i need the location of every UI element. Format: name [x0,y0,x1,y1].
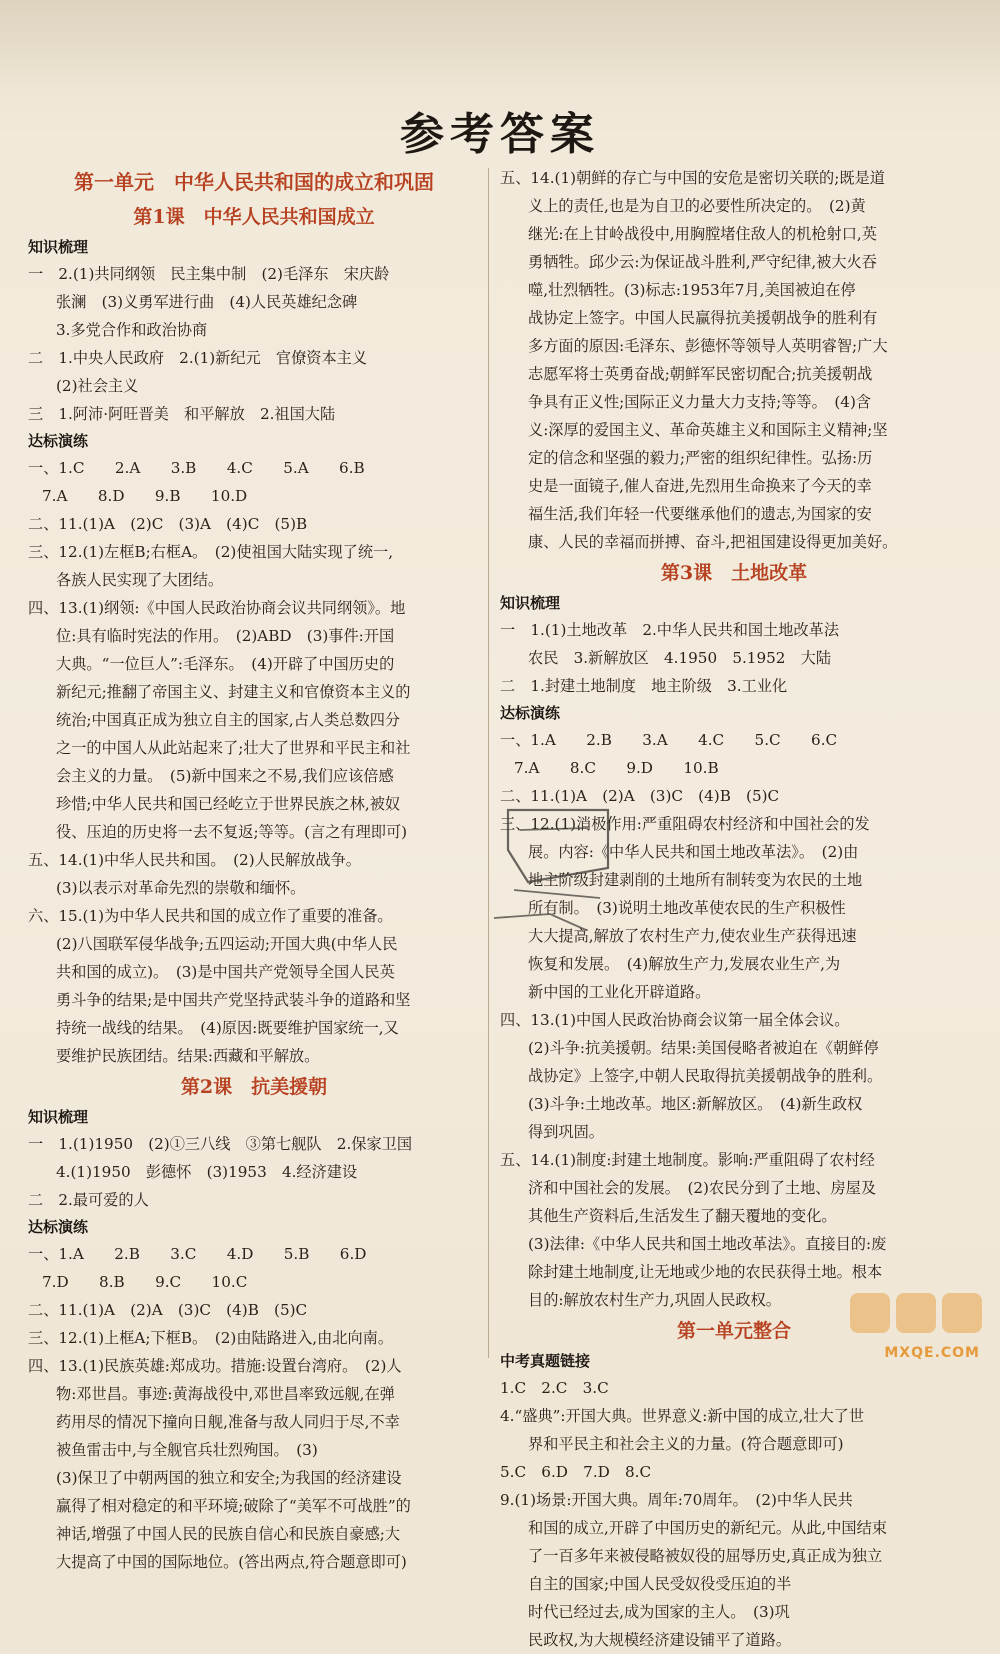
answer-line: 药用尽的情况下撞向日舰,准备与敌人同归于尽,不幸 [56,1413,400,1431]
lesson-2-practice-heading: 达标演练 [28,1218,89,1236]
answer-line: (2)八国联军侵华战争;五四运动;开国大典(中华人民 [56,935,398,953]
answer-line: 4.(1)1950 彭德怀 (3)1953 4.经济建设 [56,1163,358,1181]
answer-line: 一、1.A 2.B 3.A 4.C 5.C 6.C [500,731,838,749]
answer-line: 7.D 8.B 9.C 10.C [42,1273,248,1291]
answer-line: 赢得了相对稳定的和平环境;破除了“美军不可战胜”的 [56,1497,411,1515]
column-divider [488,168,489,1358]
lesson-1-knowledge-heading: 知识梳理 [28,238,89,256]
lesson-1-practice-lines [28,454,480,1070]
answer-line: 三 1.阿沛·阿旺晋美 和平解放 2.祖国大陆 [28,405,336,423]
answer-line: 珍惜;中华人民共和国已经屹立于世界民族之林,被奴 [56,795,401,813]
answer-line: 物:邓世昌。事迹:黄海战役中,邓世昌率致远舰,在弹 [56,1385,395,1403]
answer-line: 统治;中国真正成为独立自主的国家,占人类总数四分 [56,711,401,729]
lesson-1-practice-heading: 达标演练 [28,432,89,450]
answer-line: 二 1.封建土地制度 地主阶级 3.工业化 [500,677,788,695]
lesson-3-title: 第3课 土地改革 [660,562,808,584]
answer-line: (2)社会主义 [56,377,139,395]
answer-line: 义上的责任,也是为自卫的必要性所决定的。 (2)黄 [528,197,866,215]
answer-line: 二、11.(1)A (2)C (3)A (4)C (5)B [28,515,308,533]
answer-line: 了一百多年来被侵略被奴役的屈辱历史,真正成为独立 [528,1547,883,1565]
answer-line: 时代已经过去,成为国家的主人。 (3)巩 [528,1603,790,1621]
answer-line: 之一的中国人从此站起来了;壮大了世界和平民主和社 [56,739,411,757]
answer-line: 定的信念和坚强的毅力;严密的组织纪律性。弘扬:历 [528,449,873,467]
answer-line: 除封建土地制度,让无地或少地的农民获得土地。根本 [528,1263,883,1281]
lesson-2-knowledge-lines [28,1130,480,1214]
unit-review-exam-heading: 中考真题链接 [500,1352,591,1370]
unit-review-title: 第一单元整合 [676,1320,791,1342]
answer-line: 一、1.A 2.B 3.C 4.D 5.B 6.D [28,1245,367,1263]
answer-line: 9.(1)场景:开国大典。周年:70周年。 (2)中华人民共 [500,1491,853,1509]
page-title: 参考答案 [400,109,600,160]
answer-line: 新纪元;推翻了帝国主义、封建主义和官僚资本主义的 [56,683,411,701]
answer-line: 得到巩固。 [528,1123,604,1141]
unit-review-lines [500,1374,968,1654]
answer-line: 争具有正义性;国际正义力量大力支持;等等。 (4)含 [528,393,872,411]
answer-line: 五、14.(1)朝鲜的存亡与中国的安危是密切关联的;既是道 [500,169,885,187]
lesson-2-knowledge-heading: 知识梳理 [28,1108,89,1126]
answer-line: 新中国的工业化开辟道路。 [528,983,711,1001]
lesson-3-practice-heading: 达标演练 [500,704,561,722]
answer-line: 三、12.(1)上框A;下框B。 (2)由陆路进入,由北向南。 [28,1329,394,1347]
answer-line: 大典。“一位巨人”:毛泽东。 (4)开辟了中国历史的 [56,655,395,673]
answer-line: 所有制。 (3)说明土地改革使农民的生产积极性 [528,899,846,917]
answer-line: 1.C 2.C 3.C [500,1379,609,1397]
answer-line: 康、人民的幸福而拼搏、奋斗,把祖国建设得更加美好。 [528,533,898,551]
lesson-3-practice-lines [500,726,968,1314]
answer-line: 一 1.(1)1950 (2)①三八线 ③第七舰队 2.保家卫国 [28,1135,413,1153]
answer-line: 共和国的成立)。 (3)是中国共产党领导全国人民英 [56,963,395,981]
answer-line: 四、13.(1)中国人民政治协商会议第一届全体会议。 [500,1011,850,1029]
answer-line: 民政权,为大规模经济建设铺平了道路。 [528,1631,792,1649]
watermark-text: MXQE.COM [884,1345,980,1361]
answer-line: 四、13.(1)纲领:《中国人民政治协商会议共同纲领》。地 [28,599,406,617]
answer-line: 神话,增强了中国人民的民族自信心和民族自豪感;大 [56,1525,401,1543]
answer-line: 目的:解放农村生产力,巩固人民政权。 [528,1291,781,1309]
lesson-3-knowledge-heading: 知识梳理 [500,594,561,612]
answer-line: (3)法律:《中华人民共和国土地改革法》。直接目的:废 [528,1235,887,1253]
answer-line: 二 1.中央人民政府 2.(1)新纪元 官僚资本主义 [28,349,368,367]
answer-line: 大提高了中国的国际地位。(答出两点,符合题意即可) [56,1553,407,1571]
right-column [500,164,968,1654]
answer-line: 和国的成立,开辟了中国历史的新纪元。从此,中国结束 [528,1519,887,1537]
answer-line: 战协定》上签字,中朝人民取得抗美援朝战争的胜利。 [528,1067,883,1085]
answer-line: 展。内容:《中华人民共和国土地改革法》。 (2)由 [528,843,859,861]
answer-line: 7.A 8.C 9.D 10.B [514,759,719,777]
lesson-1-title: 第1课 中华人民共和国成立 [133,206,375,228]
answer-line: 二、11.(1)A (2)A (3)C (4)B (5)C [500,787,780,805]
lesson-1-knowledge-lines [28,260,480,428]
answer-line: 噬,壮烈牺牲。(3)标志:1953年7月,美国被迫在停 [528,281,856,299]
answer-line: 继光:在上甘岭战役中,用胸膛堵住敌人的机枪射口,英 [528,225,877,243]
answer-line: 农民 3.新解放区 4.1950 5.1952 大陆 [528,649,832,667]
answer-line: 福生活,我们年轻一代要继承他们的遗志,为国家的安 [528,505,872,523]
answer-line: 要维护民族团结。结果:西藏和平解放。 [56,1047,320,1065]
answer-line: 勇牺牲。邱少云:为保证战斗胜利,严守纪律,被大火吞 [528,253,877,271]
answer-line: 五、14.(1)制度:封建土地制度。影响:严重阻碍了农村经 [500,1151,875,1169]
answer-line: 会主义的力量。 (5)新中国来之不易,我们应该倍感 [56,767,394,785]
answer-line: 一 1.(1)土地改革 2.中华人民共和国土地改革法 [500,621,840,639]
answer-line: 张澜 (3)义勇军进行曲 (4)人民英雄纪念碑 [56,293,358,311]
answer-line: 三、12.(1)消极作用:严重阻碍农村经济和中国社会的发 [500,815,870,833]
answer-line: 恢复和发展。 (4)解放生产力,发展农业生产,为 [528,955,841,973]
answer-line: 各族人民实现了大团结。 [56,571,224,589]
answer-line: (2)斗争:抗美援朝。结果:美国侵略者被迫在《朝鲜停 [528,1039,879,1057]
answer-line: 地主阶级封建剥削的土地所有制转变为农民的土地 [528,871,863,889]
left-column [28,164,480,1576]
answer-line: 六、15.(1)为中华人民共和国的成立作了重要的准备。 [28,907,393,925]
answer-line: 其他生产资料后,生活发生了翻天覆地的变化。 [528,1207,837,1225]
answer-line: 三、12.(1)左框B;右框A。 (2)使祖国大陆实现了统一, [28,543,394,561]
answer-line: 4.“盛典”:开国大典。世界意义:新中国的成立,壮大了世 [500,1407,865,1425]
answer-line: 5.C 6.D 7.D 8.C [500,1463,652,1481]
answer-line: 位:具有临时宪法的作用。 (2)ABD (3)事件:开国 [56,627,395,645]
answer-line: 一 2.(1)共同纲领 民主集中制 (2)毛泽东 宋庆龄 [28,265,390,283]
answer-line: 被鱼雷击中,与全舰官兵壮烈殉国。 (3) [56,1441,318,1459]
page-header-shadow [0,0,1000,90]
lesson-2-title: 第2课 抗美援朝 [180,1076,328,1098]
answer-line: 四、13.(1)民族英雄:郑成功。措施:设置台湾府。 (2)人 [28,1357,402,1375]
answer-line: 役、压迫的历史将一去不复返;等等。(言之有理即可) [56,823,408,841]
answer-line: 二 2.最可爱的人 [28,1191,149,1209]
lesson-3-knowledge-lines [500,616,968,700]
answer-line: 多方面的原因:毛泽东、彭德怀等领导人英明睿智;广大 [528,337,888,355]
answer-line: 持统一战线的结果。 (4)原因:既要维护国家统一,又 [56,1019,399,1037]
answer-line: 一、1.C 2.A 3.B 4.C 5.A 6.B [28,459,365,477]
answer-line: 7.A 8.D 9.B 10.D [42,487,248,505]
answer-line: 济和中国社会的发展。 (2)农民分到了土地、房屋及 [528,1179,877,1197]
answer-line: 史是一面镜子,催人奋进,先烈用生命换来了今天的幸 [528,477,872,495]
answer-line: 二、11.(1)A (2)A (3)C (4)B (5)C [28,1301,308,1319]
answer-line: 义:深厚的爱国主义、革命英雄主义和国际主义精神;坚 [528,421,888,439]
answer-line: 大大提高,解放了农村生产力,使农业生产获得迅速 [528,927,857,945]
answer-line: 3.多党合作和政治协商 [56,321,208,339]
answer-line: 勇斗争的结果;是中国共产党坚持武装斗争的道路和坚 [56,991,411,1009]
answer-line: (3)保卫了中朝两国的独立和安全;为我国的经济建设 [56,1469,402,1487]
answer-line: 志愿军将士英勇奋战;朝鲜军民密切配合;抗美援朝战 [528,365,873,383]
lesson-2-continued-lines [500,164,968,556]
answer-line: 界和平民主和社会主义的力量。(符合题意即可) [528,1435,844,1453]
unit-title: 第一单元 中华人民共和国的成立和巩固 [74,170,434,194]
answer-line: 五、14.(1)中华人民共和国。 (2)人民解放战争。 [28,851,361,869]
answer-line: 自主的国家;中国人民受奴役受压迫的半 [528,1575,792,1593]
lesson-2-practice-lines [28,1240,480,1576]
answer-line: (3)以表示对革命先烈的崇敬和缅怀。 [56,879,306,897]
answer-line: 战协定上签字。中国人民赢得抗美援朝战争的胜利有 [528,309,878,327]
answer-line: (3)斗争:土地改革。地区:新解放区。 (4)新生政权 [528,1095,863,1113]
